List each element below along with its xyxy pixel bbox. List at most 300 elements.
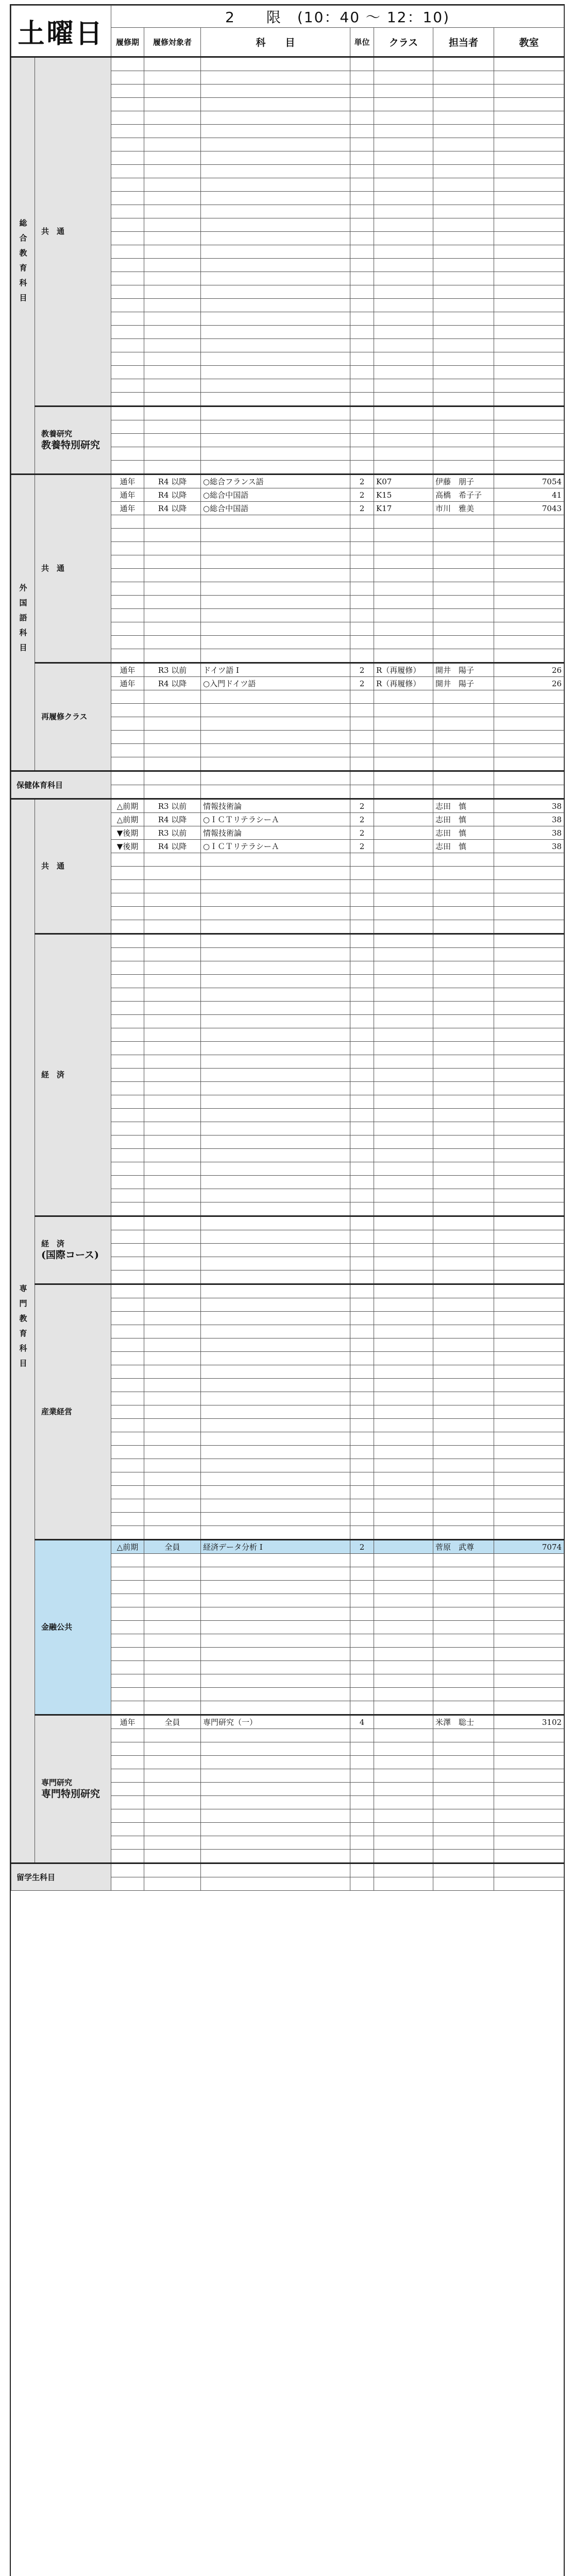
cell-class — [374, 1189, 433, 1202]
cell-class — [374, 98, 433, 111]
cell-term — [111, 1216, 144, 1230]
cell-subject — [201, 434, 350, 447]
cell-room: 38 — [494, 826, 564, 840]
cell-room — [494, 1230, 564, 1244]
cell-class — [374, 1648, 433, 1661]
subsection-label — [35, 57, 111, 406]
cell-room — [494, 636, 564, 649]
cell-teacher — [433, 326, 494, 339]
cell-credits — [350, 339, 374, 352]
cell-credits — [350, 125, 374, 138]
cell-class — [374, 785, 433, 799]
cell-teacher — [433, 420, 494, 434]
cell-teacher — [433, 1136, 494, 1149]
cell-credits — [350, 1863, 374, 1877]
cell-target — [144, 84, 201, 98]
cell-term — [111, 393, 144, 406]
cell-credits — [350, 138, 374, 151]
cell-target — [144, 1648, 201, 1661]
cell-term — [111, 232, 144, 245]
cell-teacher — [433, 1109, 494, 1122]
cell-credits — [350, 609, 374, 622]
cell-class — [374, 1432, 433, 1446]
cell-term — [111, 326, 144, 339]
cell-subject — [201, 1581, 350, 1594]
cell-term — [111, 434, 144, 447]
cell-credits: 4 — [350, 1715, 374, 1729]
cell-teacher — [433, 312, 494, 326]
cell-subject — [201, 1365, 350, 1379]
cell-room — [494, 569, 564, 582]
cell-class — [374, 582, 433, 596]
cell-target — [144, 1379, 201, 1392]
cell-credits — [350, 1042, 374, 1055]
cell-teacher — [433, 178, 494, 192]
group-title: 外国語科目 — [18, 583, 28, 658]
cell-teacher: 志田 慎 — [433, 826, 494, 840]
cell-subject — [201, 975, 350, 988]
cell-class — [374, 1069, 433, 1082]
cell-credits — [350, 366, 374, 379]
cell-term — [111, 84, 144, 98]
empty-row — [11, 934, 564, 948]
cell-subject — [201, 1379, 350, 1392]
cell-credits — [350, 1202, 374, 1216]
cell-class — [374, 1554, 433, 1567]
cell-teacher — [433, 1028, 494, 1042]
cell-subject: ○入門ドイツ語 — [201, 677, 350, 690]
cell-teacher — [433, 1338, 494, 1352]
subsection-label — [35, 663, 111, 771]
cell-credits — [350, 1554, 374, 1567]
table-row — [11, 1540, 564, 1554]
cell-term — [111, 1162, 144, 1176]
cell-term — [111, 880, 144, 893]
cell-teacher — [433, 690, 494, 704]
cell-term — [111, 1513, 144, 1526]
cell-room — [494, 1176, 564, 1189]
cell-credits — [350, 1594, 374, 1607]
cell-room: 26 — [494, 663, 564, 677]
cell-target — [144, 1216, 201, 1230]
cell-term — [111, 245, 144, 259]
cell-class — [374, 1594, 433, 1607]
cell-target — [144, 920, 201, 934]
cell-term — [111, 299, 144, 312]
cell-target — [144, 893, 201, 907]
cell-target — [144, 1863, 201, 1877]
empty-row — [11, 1863, 564, 1877]
cell-target — [144, 1122, 201, 1136]
cell-term — [111, 867, 144, 880]
cell-teacher — [433, 1809, 494, 1823]
cell-teacher — [433, 366, 494, 379]
cell-target — [144, 1850, 201, 1863]
cell-teacher — [433, 1594, 494, 1607]
subsection-label — [35, 1715, 111, 1863]
cell-term — [111, 1607, 144, 1621]
cell-credits — [350, 582, 374, 596]
cell-credits — [350, 1082, 374, 1095]
subsection-title: 共 通 — [41, 861, 65, 871]
cell-target — [144, 934, 201, 948]
cell-term: △前期 — [111, 799, 144, 813]
cell-teacher: 志田 慎 — [433, 813, 494, 826]
cell-class — [374, 84, 433, 98]
cell-room — [494, 1028, 564, 1042]
cell-term — [111, 1270, 144, 1284]
cell-room — [494, 731, 564, 744]
cell-class — [374, 57, 433, 71]
cell-subject: 経済データ分析 I — [201, 1540, 350, 1554]
cell-class — [374, 1338, 433, 1352]
cell-term — [111, 138, 144, 151]
group-label — [11, 57, 35, 474]
cell-teacher — [433, 1621, 494, 1634]
cell-class: R（再履修） — [374, 677, 433, 690]
cell-credits — [350, 961, 374, 975]
cell-target — [144, 555, 201, 569]
cell-teacher — [433, 1095, 494, 1109]
cell-room — [494, 1136, 564, 1149]
cell-credits — [350, 934, 374, 948]
cell-class — [374, 1162, 433, 1176]
cell-target — [144, 366, 201, 379]
cell-subject — [201, 1499, 350, 1513]
cell-subject — [201, 1162, 350, 1176]
cell-room — [494, 1216, 564, 1230]
cell-subject — [201, 1742, 350, 1756]
cell-target — [144, 218, 201, 232]
cell-room: 7074 — [494, 1540, 564, 1554]
cell-credits — [350, 285, 374, 299]
cell-class: K15 — [374, 488, 433, 502]
cell-target — [144, 1526, 201, 1540]
cell-class — [374, 1513, 433, 1526]
cell-teacher — [433, 138, 494, 151]
cell-teacher — [433, 1298, 494, 1312]
cell-room — [494, 1809, 564, 1823]
cell-room — [494, 988, 564, 1002]
cell-class — [374, 1325, 433, 1338]
cell-credits — [350, 1446, 374, 1459]
cell-room: 38 — [494, 813, 564, 826]
cell-room — [494, 218, 564, 232]
cell-class: K07 — [374, 474, 433, 488]
cell-subject — [201, 690, 350, 704]
cell-class — [374, 447, 433, 461]
cell-room — [494, 1554, 564, 1567]
cell-term — [111, 1621, 144, 1634]
cell-term — [111, 529, 144, 542]
cell-subject — [201, 731, 350, 744]
cell-target — [144, 57, 201, 71]
cell-subject — [201, 636, 350, 649]
cell-target — [144, 1836, 201, 1850]
cell-subject — [201, 988, 350, 1002]
cell-room — [494, 1379, 564, 1392]
cell-term — [111, 1567, 144, 1581]
cell-target — [144, 1338, 201, 1352]
cell-credits — [350, 529, 374, 542]
cell-subject — [201, 948, 350, 961]
cell-class — [374, 609, 433, 622]
cell-subject: ○総合中国語 — [201, 488, 350, 502]
cell-class — [374, 596, 433, 609]
cell-class — [374, 840, 433, 853]
cell-target: 全員 — [144, 1715, 201, 1729]
cell-class — [374, 1850, 433, 1863]
cell-teacher — [433, 379, 494, 393]
cell-class — [374, 744, 433, 757]
cell-class — [374, 1176, 433, 1189]
cell-teacher — [433, 192, 494, 205]
cell-credits — [350, 1338, 374, 1352]
cell-credits: 2 — [350, 663, 374, 677]
subsection-title: 教養研究 — [41, 429, 73, 438]
cell-term — [111, 1823, 144, 1836]
cell-credits — [350, 1122, 374, 1136]
cell-subject — [201, 299, 350, 312]
cell-subject — [201, 893, 350, 907]
cell-teacher — [433, 1202, 494, 1216]
cell-subject — [201, 1284, 350, 1298]
cell-room — [494, 1796, 564, 1809]
cell-subject — [201, 609, 350, 622]
cell-target — [144, 1756, 201, 1769]
cell-target: R3 以前 — [144, 799, 201, 813]
cell-target: R4 以降 — [144, 502, 201, 515]
cell-class — [374, 771, 433, 785]
cell-teacher — [433, 975, 494, 988]
cell-teacher — [433, 596, 494, 609]
cell-subject — [201, 649, 350, 663]
cell-subject — [201, 1459, 350, 1472]
cell-credits — [350, 1823, 374, 1836]
cell-subject — [201, 447, 350, 461]
cell-subject — [201, 1352, 350, 1365]
cell-class — [374, 406, 433, 420]
cell-class — [374, 1688, 433, 1701]
cell-class — [374, 757, 433, 771]
cell-teacher — [433, 111, 494, 125]
cell-credits — [350, 1432, 374, 1446]
cell-teacher — [433, 1729, 494, 1742]
cell-term — [111, 1202, 144, 1216]
cell-term — [111, 757, 144, 771]
cell-target — [144, 1688, 201, 1701]
cell-target — [144, 299, 201, 312]
cell-credits — [350, 1216, 374, 1230]
cell-class — [374, 1298, 433, 1312]
cell-subject — [201, 192, 350, 205]
cell-subject — [201, 1015, 350, 1028]
cell-room — [494, 1325, 564, 1338]
cell-target — [144, 609, 201, 622]
cell-subject — [201, 785, 350, 799]
cell-term — [111, 1836, 144, 1850]
cell-target — [144, 1352, 201, 1365]
cell-teacher — [433, 1661, 494, 1674]
cell-credits — [350, 1581, 374, 1594]
cell-target — [144, 165, 201, 178]
cell-room — [494, 272, 564, 285]
cell-target — [144, 1055, 201, 1069]
cell-term — [111, 1850, 144, 1863]
cell-term — [111, 111, 144, 125]
cell-credits — [350, 1621, 374, 1634]
cell-credits — [350, 893, 374, 907]
cell-teacher: 志田 慎 — [433, 840, 494, 853]
cell-subject — [201, 178, 350, 192]
cell-credits — [350, 272, 374, 285]
cell-target — [144, 1419, 201, 1432]
subsection-label — [35, 1284, 111, 1540]
cell-subject — [201, 71, 350, 84]
cell-term — [111, 717, 144, 731]
cell-teacher — [433, 218, 494, 232]
cell-teacher — [433, 717, 494, 731]
cell-room — [494, 1836, 564, 1850]
cell-teacher — [433, 1554, 494, 1567]
cell-target — [144, 1567, 201, 1581]
cell-class — [374, 1567, 433, 1581]
cell-term — [111, 192, 144, 205]
cell-credits — [350, 1513, 374, 1526]
cell-target: R4 以降 — [144, 474, 201, 488]
cell-credits — [350, 326, 374, 339]
cell-credits — [350, 1095, 374, 1109]
cell-credits — [350, 853, 374, 867]
cell-credits — [350, 1312, 374, 1325]
cell-teacher — [433, 1607, 494, 1621]
cell-room — [494, 393, 564, 406]
cell-term — [111, 582, 144, 596]
cell-credits — [350, 232, 374, 245]
cell-target — [144, 1769, 201, 1783]
cell-target — [144, 1446, 201, 1459]
cell-class — [374, 1756, 433, 1769]
timetable — [11, 5, 564, 1891]
cell-term — [111, 1877, 144, 1891]
cell-target — [144, 326, 201, 339]
cell-subject — [201, 1796, 350, 1809]
cell-room: 7043 — [494, 502, 564, 515]
cell-room — [494, 542, 564, 555]
cell-subject — [201, 259, 350, 272]
cell-teacher — [433, 1352, 494, 1365]
cell-teacher: 市川 雅美 — [433, 502, 494, 515]
cell-teacher — [433, 393, 494, 406]
cell-subject — [201, 1338, 350, 1352]
cell-teacher — [433, 1082, 494, 1095]
cell-term — [111, 1499, 144, 1513]
cell-credits — [350, 259, 374, 272]
cell-class — [374, 218, 433, 232]
cell-subject — [201, 515, 350, 529]
cell-room — [494, 948, 564, 961]
cell-teacher — [433, 1162, 494, 1176]
cell-credits — [350, 1352, 374, 1365]
cell-target — [144, 379, 201, 393]
cell-target — [144, 690, 201, 704]
cell-credits: 2 — [350, 799, 374, 813]
cell-class — [374, 1015, 433, 1028]
cell-term — [111, 71, 144, 84]
subsection-title: 専門研究 — [41, 1777, 73, 1787]
cell-subject — [201, 84, 350, 98]
cell-room — [494, 205, 564, 218]
section-label: 保健体育科目 — [11, 771, 111, 799]
cell-subject — [201, 125, 350, 138]
subsection-label — [35, 474, 111, 663]
cell-term — [111, 1189, 144, 1202]
cell-room — [494, 1015, 564, 1028]
cell-subject — [201, 366, 350, 379]
cell-credits — [350, 71, 374, 84]
period-title: 2 限 (10：40 ～ 12：10) — [111, 6, 564, 28]
cell-subject — [201, 1688, 350, 1701]
cell-room — [494, 555, 564, 569]
cell-term: 通年 — [111, 474, 144, 488]
cell-credits — [350, 596, 374, 609]
cell-credits — [350, 1796, 374, 1809]
cell-class — [374, 1446, 433, 1459]
cell-teacher — [433, 704, 494, 717]
cell-class — [374, 232, 433, 245]
cell-term — [111, 339, 144, 352]
cell-target — [144, 1499, 201, 1513]
cell-subject — [201, 1216, 350, 1230]
cell-target — [144, 1365, 201, 1379]
cell-term — [111, 1526, 144, 1540]
cell-room — [494, 1122, 564, 1136]
cell-credits — [350, 165, 374, 178]
cell-class — [374, 285, 433, 299]
cell-teacher — [433, 1055, 494, 1069]
cell-teacher — [433, 1325, 494, 1338]
cell-subject — [201, 1270, 350, 1284]
cell-term — [111, 1149, 144, 1162]
cell-target: R3 以前 — [144, 663, 201, 677]
cell-teacher — [433, 1189, 494, 1202]
cell-term — [111, 1055, 144, 1069]
cell-target — [144, 1674, 201, 1688]
cell-credits — [350, 352, 374, 366]
cell-teacher — [433, 1863, 494, 1877]
cell-term: 通年 — [111, 677, 144, 690]
cell-term — [111, 1042, 144, 1055]
cell-room — [494, 920, 564, 934]
cell-room — [494, 71, 564, 84]
cell-credits — [350, 1701, 374, 1715]
cell-credits — [350, 1756, 374, 1769]
cell-teacher — [433, 272, 494, 285]
cell-room — [494, 1863, 564, 1877]
cell-class — [374, 165, 433, 178]
cell-teacher — [433, 569, 494, 582]
cell-room — [494, 934, 564, 948]
cell-subject — [201, 312, 350, 326]
cell-room — [494, 907, 564, 920]
cell-class — [374, 1526, 433, 1540]
cell-term — [111, 785, 144, 799]
cell-class — [374, 111, 433, 125]
cell-teacher — [433, 1149, 494, 1162]
cell-term — [111, 1230, 144, 1244]
cell-teacher — [433, 1284, 494, 1298]
cell-credits — [350, 757, 374, 771]
